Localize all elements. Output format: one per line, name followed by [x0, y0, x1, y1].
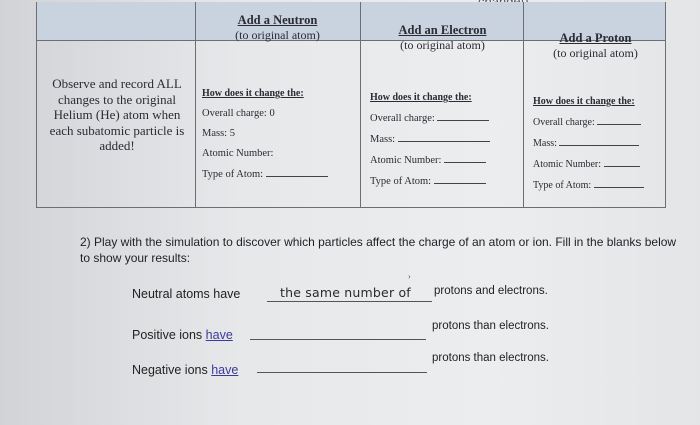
proton-atomic-blank[interactable] [604, 154, 640, 167]
table-col-divider-3 [523, 2, 524, 207]
positive-answer-line[interactable] [250, 339, 426, 340]
header-proton-title: Add a Proton [559, 31, 632, 45]
negative-lead-text: Negative ions [132, 363, 208, 377]
negative-tail-text: protons than electrons. [432, 352, 549, 364]
negative-answer-line[interactable] [257, 372, 427, 373]
observe-instructions: Observe and record ALL changes to the original Helium (He) atom when each subatomic particle is added! [49, 76, 185, 153]
positive-lead-text: Positive ions [132, 328, 203, 342]
header-proton [528, 31, 663, 61]
table-col-divider-2 [360, 2, 361, 207]
negative-lead-row [132, 363, 238, 377]
header-neutron [200, 13, 355, 43]
neutron-overall-charge: Overall charge: 0 [202, 108, 275, 119]
positive-tail-text: protons than electrons. [432, 320, 549, 332]
electron-mass-blank[interactable] [398, 129, 490, 142]
electron-question: How does it change the: [370, 92, 472, 103]
electron-type-blank[interactable] [434, 171, 486, 184]
table-left-border [36, 2, 37, 207]
neutron-type-of-atom: Type of Atom: [202, 169, 264, 180]
neutral-lead-text: Neutral atoms have [132, 287, 241, 301]
neutron-mass: Mass: 5 [202, 128, 235, 139]
electron-charge-blank[interactable] [437, 108, 489, 121]
proton-question: How does it change the: [533, 96, 635, 107]
proton-atomic-number: Atomic Number: [533, 159, 602, 170]
table-bottom-border [36, 207, 666, 208]
header-electron-title: Add an Electron [398, 23, 487, 37]
header-neutron-title: Add a Neutron [237, 13, 318, 27]
electron-atomic-blank[interactable] [444, 150, 486, 163]
neutron-atomic-number: Atomic Number: [202, 148, 274, 159]
proton-charge-blank[interactable] [597, 112, 641, 125]
header-proton-subtitle: (to original atom) [553, 46, 638, 60]
positive-lead-row [132, 328, 233, 342]
neutron-question: How does it change the: [202, 88, 304, 99]
electron-fields [370, 88, 520, 192]
neutral-tail-text: protons and electrons. [434, 285, 548, 297]
neutron-type-blank[interactable] [266, 164, 328, 177]
electron-overall-charge: Overall charge: [370, 113, 435, 124]
proton-type-of-atom: Type of Atom: [533, 180, 592, 191]
neutral-handwritten-answer: the same number of [280, 285, 411, 300]
neutron-fields [202, 84, 352, 185]
proton-overall-charge: Overall charge: [533, 117, 595, 128]
stray-pen-mark: › [408, 272, 411, 281]
header-electron-subtitle: (to original atom) [400, 38, 485, 52]
table-right-border [665, 2, 666, 207]
question-2-prompt: 2) Play with the simulation to discover which particles affect the charge of an atom or ion. Fill in the blanks below to show your results: [80, 235, 677, 265]
proton-type-blank[interactable] [594, 175, 644, 188]
electron-atomic-number: Atomic Number: [370, 155, 442, 166]
neutral-answer-line[interactable] [267, 301, 432, 302]
header-electron [365, 23, 520, 53]
negative-have-link[interactable]: have [211, 363, 239, 377]
table-col-divider-1 [195, 2, 196, 207]
electron-type-of-atom: Type of Atom: [370, 176, 432, 187]
header-neutron-subtitle: (to original atom) [235, 28, 320, 42]
proton-mass: Mass: [533, 138, 557, 149]
electron-mass: Mass: [370, 134, 396, 145]
proton-fields [533, 92, 663, 196]
proton-mass-blank[interactable] [559, 133, 639, 146]
positive-have-link[interactable]: have [205, 328, 233, 342]
